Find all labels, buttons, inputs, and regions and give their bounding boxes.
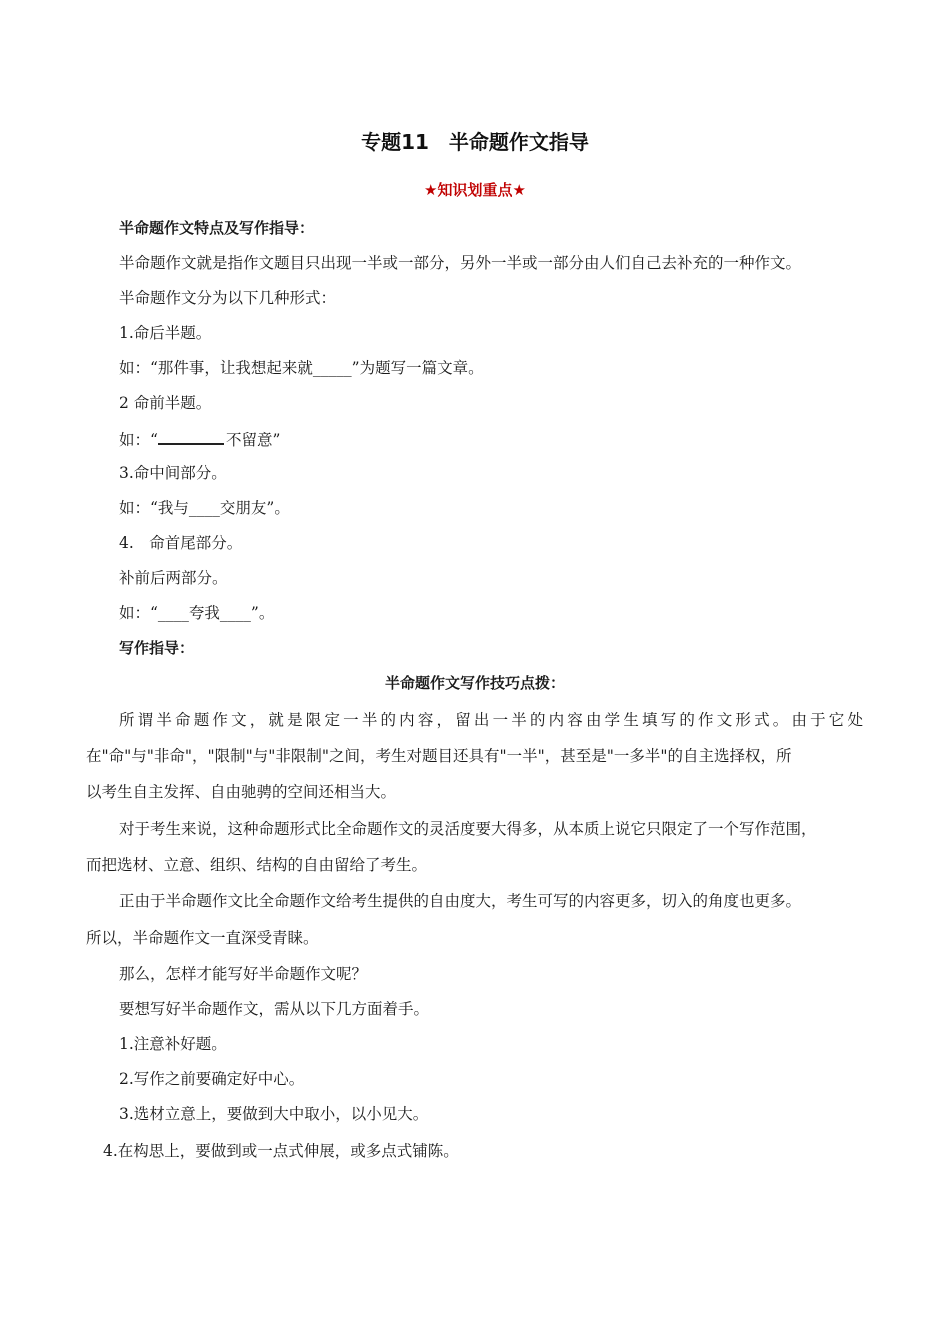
list-item-form3: 3.命中间部分。 (119, 464, 227, 482)
tips-heading: 半命题作文写作技巧点拨： (384, 674, 565, 692)
list-item-form2: 2 命前半题。 (119, 394, 212, 412)
paragraph-forms-intro: 半命题作文分为以下几种形式： (119, 289, 337, 307)
list-item-form4: 4. 命首尾部分。 (119, 534, 243, 552)
section-heading-features: 半命题作文特点及写作指导： (119, 219, 315, 237)
paragraph-definition: 半命题作文就是指作文题目只出现一半或一部分，另外一半或一部分由人们自己去补充的一种作文。 (119, 254, 802, 272)
list-item-form1: 1.命后半题。 (119, 324, 212, 342)
example-form1: 如：“那件事，让我想起来就_____”为题写一篇文章。 (119, 359, 484, 377)
page-title: 专题11 半命题作文指导 (361, 130, 589, 154)
list-item-tip2: 2.写作之前要确定好中心。 (119, 1070, 305, 1088)
fill-blank-line (158, 428, 224, 445)
paragraph-requirements: 要想写好半命题作文，需从以下几方面着手。 (119, 1000, 430, 1018)
section-heading-guidance: 写作指导： (119, 639, 195, 657)
paragraph-question: 那么，怎样才能写好半命题作文呢？ (119, 965, 368, 983)
example-form3: 如：“我与____交朋友”。 (119, 499, 290, 517)
paragraph-3-line-1: 正由于半命题作文比全命题作文给考生提供的自由度大，考生可写的内容更多，切入的角度也更多。 (119, 892, 802, 910)
paragraph-3-line-2: 所以，半命题作文一直深受青睐。 (86, 929, 319, 947)
paragraph-1-line-1: 所谓半命题作文，就是限定一半的内容，留出一半的内容由学生填写的作文形式。由于它处 (119, 711, 863, 729)
list-item-tip4: 4.在构思上，要做到或一点式伸展，或多点式铺陈。 (103, 1142, 459, 1160)
list-item-tip1: 1.注意补好题。 (119, 1035, 227, 1053)
paragraph-1-line-3: 以考生自主发挥、自由驰骋的空间还相当大。 (86, 783, 397, 801)
paragraph-2-line-1: 对于考生来说，这种命题形式比全命题作文的灵活度要大得多，从本质上说它只限定了一个写作范围， (119, 820, 817, 838)
example-form2-prefix: 如：“ (119, 431, 158, 449)
section-subtitle: ★知识划重点★ (424, 181, 526, 199)
list-item-tip3: 3.选材立意上，要做到大中取小，以小见大。 (119, 1105, 429, 1123)
paragraph-2-line-2: 而把选材、立意、组织、结构的自由留给了考生。 (86, 856, 428, 874)
note-form4: 补前后两部分。 (119, 569, 228, 587)
example-form4: 如：“____夸我____”。 (119, 604, 275, 622)
example-form2-suffix: 不留意” (225, 431, 281, 449)
paragraph-1-line-2: 在"命"与"非命"，"限制"与"非限制"之间，考生对题目还具有"一半"，甚至是"一多半"的自主选择权，所 (86, 747, 792, 765)
example-form2 (119, 428, 280, 450)
